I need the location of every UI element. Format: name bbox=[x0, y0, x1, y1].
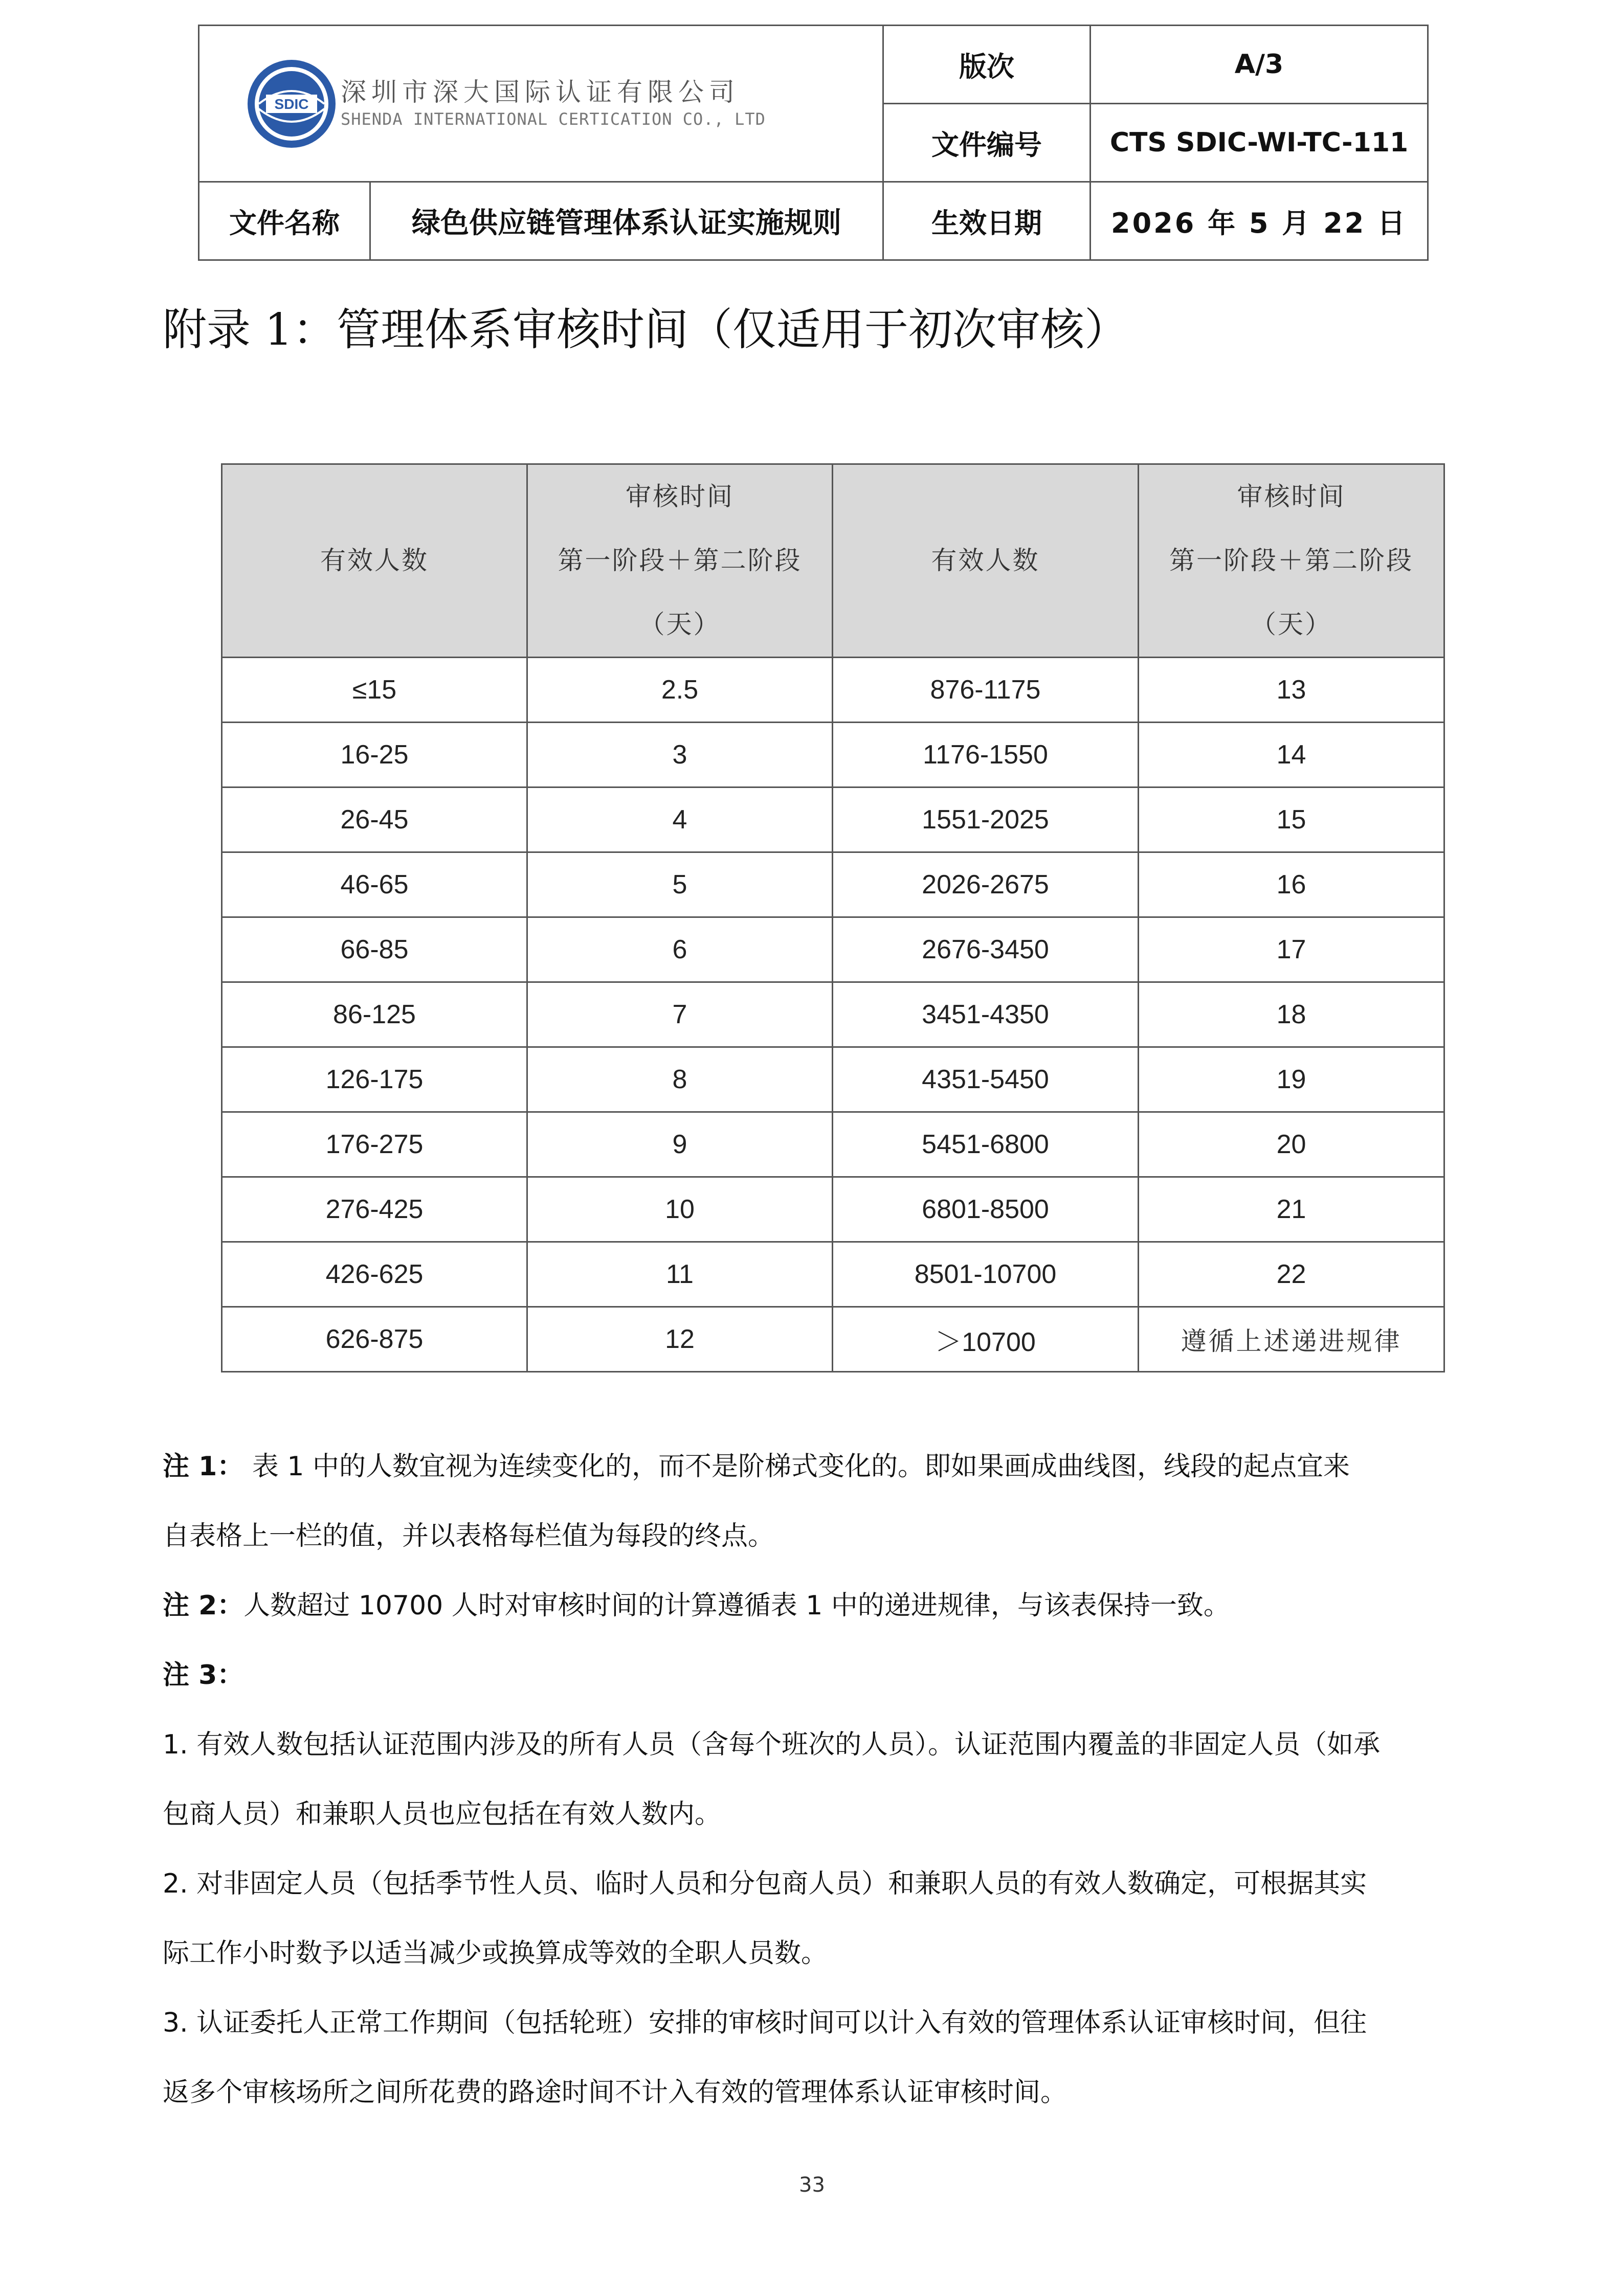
table-cell: ＞10700 bbox=[833, 1307, 1139, 1372]
doc-name-label: 文件名称 bbox=[199, 182, 370, 260]
page-number: 33 bbox=[799, 2173, 825, 2197]
company-name-cn: 深圳市深大国际认证有限公司 bbox=[341, 77, 740, 107]
table-cell: 3451-4350 bbox=[833, 982, 1139, 1047]
table-row bbox=[222, 1177, 1444, 1242]
table-row bbox=[222, 982, 1444, 1047]
table-cell: 遵循上述递进规律 bbox=[1139, 1307, 1444, 1372]
table-cell: 21 bbox=[1139, 1177, 1444, 1242]
note-item-3-cont: 返多个审核场所之间所花费的路途时间不计入有效的管理体系认证审核时间。 bbox=[163, 2077, 1067, 2108]
table-cell: 6 bbox=[527, 917, 833, 982]
table-cell: 22 bbox=[1139, 1242, 1444, 1307]
col-header-audit-time-2 bbox=[1139, 464, 1444, 658]
table-cell: 14 bbox=[1139, 723, 1444, 787]
table-cell: 20 bbox=[1139, 1112, 1444, 1177]
note-1 bbox=[163, 1432, 1472, 1501]
appendix-title: 附录 1：管理体系审核时间（仅适用于初次审核） bbox=[163, 304, 1129, 355]
table-cell: 176-275 bbox=[222, 1112, 527, 1177]
table-row bbox=[222, 852, 1444, 917]
table-row bbox=[222, 1242, 1444, 1307]
note-3 bbox=[163, 1640, 1472, 1710]
table-row bbox=[222, 658, 1444, 723]
company-logo-icon bbox=[246, 58, 338, 150]
col-header-line: 审核时间 bbox=[626, 482, 734, 511]
note-item-2: 2. 对非固定人员（包括季节性人员、临时人员和分包商人员）和兼职人员的有效人数确定，可根据其实 bbox=[163, 1869, 1367, 1899]
doc-name-value: 绿色供应链管理体系认证实施规则 bbox=[370, 182, 883, 260]
company-name-en: SHENDA INTERNATIONAL CERTICATION CO., LTD bbox=[341, 109, 766, 129]
table-cell: 2.5 bbox=[527, 658, 833, 723]
table-cell: 46-65 bbox=[222, 852, 527, 917]
col-header-audit-time-1 bbox=[527, 464, 833, 658]
table-cell: ≤15 bbox=[222, 658, 527, 723]
table-cell: 8 bbox=[527, 1047, 833, 1112]
table-cell: 276-425 bbox=[222, 1177, 527, 1242]
table-cell: 2026-2675 bbox=[833, 852, 1139, 917]
note-label: 注 2： bbox=[163, 1590, 244, 1621]
doc-number-value: CTS SDIC-WI-TC-111 bbox=[1091, 104, 1428, 182]
table-cell: 15 bbox=[1139, 787, 1444, 852]
table-cell: 4 bbox=[527, 787, 833, 852]
effective-date-label: 生效日期 bbox=[883, 182, 1091, 260]
table-cell: 1176-1550 bbox=[833, 723, 1139, 787]
note-item-2-cont: 际工作小时数予以适当减少或换算成等效的全职人员数。 bbox=[163, 1938, 828, 1969]
document-header bbox=[198, 25, 1429, 261]
table-cell: 4351-5450 bbox=[833, 1047, 1139, 1112]
table-cell: 10 bbox=[527, 1177, 833, 1242]
table-cell: 26-45 bbox=[222, 787, 527, 852]
table-cell: 2676-3450 bbox=[833, 917, 1139, 982]
table-cell: 876-1175 bbox=[833, 658, 1139, 723]
audit-time-table bbox=[221, 463, 1445, 1372]
table-cell: 66-85 bbox=[222, 917, 527, 982]
col-header-headcount-1: 有效人数 bbox=[222, 464, 527, 658]
note-text: 人数超过 10700 人时对审核时间的计算遵循表 1 中的递进规律，与该表保持一致。 bbox=[243, 1590, 1230, 1621]
table-cell: 18 bbox=[1139, 982, 1444, 1047]
col-header-line: （天） bbox=[1251, 610, 1332, 639]
note-2 bbox=[163, 1571, 1472, 1640]
effective-date-value: 2026 年 5 月 22 日 bbox=[1091, 182, 1428, 260]
table-body bbox=[222, 658, 1444, 1372]
table-row bbox=[222, 917, 1444, 982]
table-cell: 19 bbox=[1139, 1047, 1444, 1112]
col-header-line: （天） bbox=[639, 610, 721, 639]
table-cell: 16-25 bbox=[222, 723, 527, 787]
col-header-line: 第一阶段＋第二阶段 bbox=[558, 546, 802, 575]
col-header-line: 审核时间 bbox=[1237, 482, 1346, 511]
table-cell: 426-625 bbox=[222, 1242, 527, 1307]
version-value: A/3 bbox=[1091, 26, 1428, 104]
note-text-line: 自表格上一栏的值，并以表格每栏值为每段的终点。 bbox=[163, 1521, 775, 1551]
note-item-1-cont: 包商人员）和兼职人员也应包括在有效人数内。 bbox=[163, 1799, 722, 1830]
table-cell: 12 bbox=[527, 1307, 833, 1372]
table-cell: 17 bbox=[1139, 917, 1444, 982]
table-row bbox=[222, 787, 1444, 852]
table-cell: 13 bbox=[1139, 658, 1444, 723]
table-cell: 8501-10700 bbox=[833, 1242, 1139, 1307]
note-item-3: 3. 认证委托人正常工作期间（包括轮班）安排的审核时间可以计入有效的管理体系认证审核时间，但往 bbox=[163, 2008, 1367, 2038]
table-cell: 3 bbox=[527, 723, 833, 787]
table-cell: 126-175 bbox=[222, 1047, 527, 1112]
table-cell: 5 bbox=[527, 852, 833, 917]
table-header-row bbox=[222, 464, 1444, 658]
table-row bbox=[222, 723, 1444, 787]
table-cell: 86-125 bbox=[222, 982, 527, 1047]
notes-section bbox=[163, 1432, 1472, 2127]
logo-cell bbox=[199, 26, 883, 182]
version-label: 版次 bbox=[883, 26, 1091, 104]
note-label: 注 3： bbox=[163, 1660, 244, 1691]
table-cell: 5451-6800 bbox=[833, 1112, 1139, 1177]
note-text: 表 1 中的人数宜视为连续变化的，而不是阶梯式变化的。即如果画成曲线图，线段的起点宜来 bbox=[243, 1451, 1350, 1482]
col-header-headcount-2: 有效人数 bbox=[833, 464, 1139, 658]
table-cell: 16 bbox=[1139, 852, 1444, 917]
table-cell: 11 bbox=[527, 1242, 833, 1307]
note-item-1: 1. 有效人数包括认证范围内涉及的所有人员（含每个班次的人员）。认证范围内覆盖的非固定人员（如承 bbox=[163, 1729, 1381, 1760]
logo-mark-text: SDIC bbox=[274, 96, 309, 112]
table-cell: 6801-8500 bbox=[833, 1177, 1139, 1242]
doc-number-label: 文件编号 bbox=[883, 104, 1091, 182]
table-cell: 7 bbox=[527, 982, 833, 1047]
table-row bbox=[222, 1047, 1444, 1112]
table-row bbox=[222, 1112, 1444, 1177]
table-cell: 1551-2025 bbox=[833, 787, 1139, 852]
table-cell: 626-875 bbox=[222, 1307, 527, 1372]
table-row bbox=[222, 1307, 1444, 1372]
note-label: 注 1： bbox=[163, 1451, 244, 1482]
col-header-line: 第一阶段＋第二阶段 bbox=[1169, 546, 1413, 575]
table-cell: 9 bbox=[527, 1112, 833, 1177]
